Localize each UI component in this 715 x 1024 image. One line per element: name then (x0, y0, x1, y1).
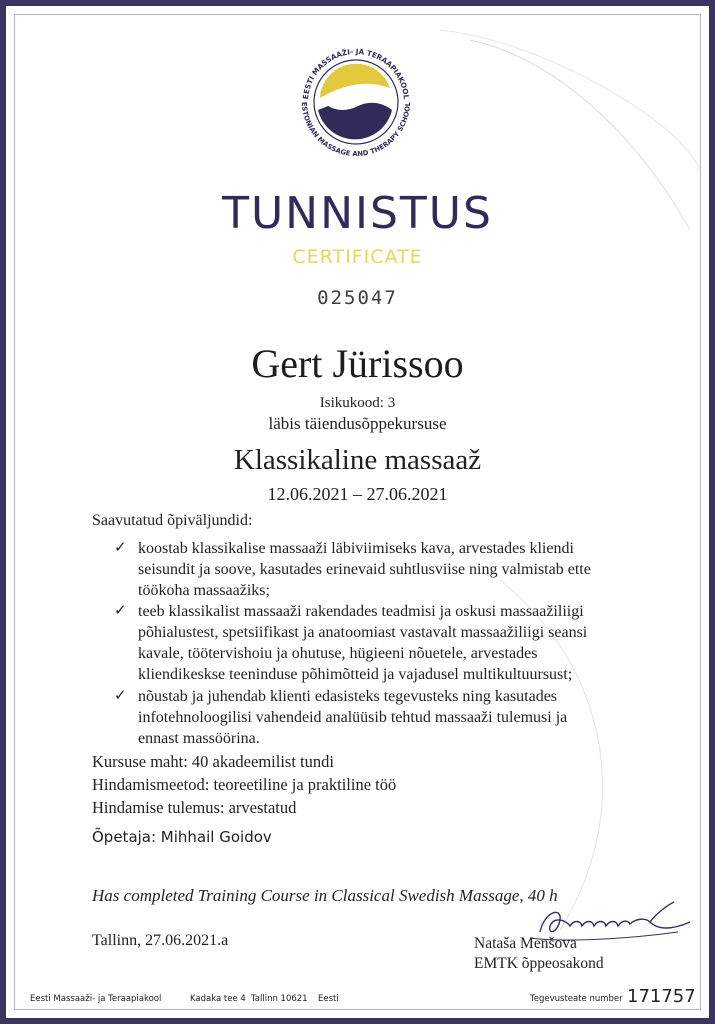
outcome-line: seisundit ja soove, kasutades erinevaid suhtlusviise ning valmistab ette (138, 561, 591, 578)
outcomes-heading: Saavutatud õpiväljundid: (92, 512, 253, 529)
course-volume: Kursuse maht: 40 akadeemilist tundi (92, 752, 334, 771)
checkmark-icon: ✓ (114, 538, 127, 556)
checkmark-icon: ✓ (114, 601, 127, 619)
footer-street: Kadaka tee 4 (190, 994, 246, 1004)
assessment-result: Hindamise tulemus: arvestatud (92, 798, 297, 817)
assessment-method: Hindamismeetod: teoreetiline ja praktiline töö (92, 775, 397, 794)
signer-role: EMTK õppeosakond (474, 955, 604, 972)
license-number: 171757 (627, 986, 696, 1007)
outcome-line: põhialustest, spetsiifikast ja anatoomiast vastavalt massaažiliigi seansi (138, 624, 588, 641)
certificate-subtitle: CERTIFICATE (292, 246, 423, 268)
school-logo (286, 32, 426, 172)
certificate-title: TUNNISTUS (222, 188, 493, 239)
outcome-line: infotehnoloogilisi vahendeid analüüsib tehtud massaaži tulemusi ja (138, 709, 568, 726)
teacher-name: Õpetaja: Mihhail Goidov (92, 828, 272, 846)
license-label: Tegevusteate number (530, 994, 623, 1004)
outcome-line: töökoha massaažiks; (138, 582, 270, 599)
english-statement: Has completed Training Course in Classical Swedish Massage, 40 h (92, 886, 558, 905)
logo-bottom-text: ESTONIAN MASSAGE AND THERAPY SCHOOL (299, 101, 413, 159)
course-name: Klassikaline massaaž (233, 444, 482, 476)
personal-code: Isikukood: 3 (319, 395, 396, 411)
outcome-line: ennast massöörina. (138, 730, 260, 747)
place-date: Tallinn, 27.06.2021.a (92, 932, 229, 949)
serial-number: 025047 (317, 287, 398, 309)
course-dates: 12.06.2021 – 27.06.2021 (267, 484, 448, 504)
outcome-line: nõustab ja juhendab klienti edasisteks tegevusteks ning kasutades (138, 688, 558, 705)
logo-top-text: EESTI MASSAAŽI- JA TERAAPIAKOOL (301, 46, 411, 100)
outcome-line: teeb klassikalist massaaži rakendades teadmisi ja oskusi massaažiliigi (138, 603, 584, 620)
recipient-name: Gert Jürissoo (251, 341, 464, 386)
footer-city: Tallinn 10621 (251, 994, 308, 1004)
outcome-line: kliendikeskse teeninduse põhimõtteid ja vajadusel multikultuursust; (138, 666, 573, 683)
outcome-line: kavale, töötervishoiu ja ohutuse, hügieeni nõuetele, arvestades (138, 645, 538, 662)
signer-name: Nataša Menšova (474, 935, 577, 952)
outcome-line: koostab klassikalise massaaži läbiviimiseks kava, arvestades kliendi (138, 540, 574, 557)
footer-country: Eesti (318, 994, 339, 1004)
completion-text: läbis täiendusõppekursuse (268, 414, 447, 433)
checkmark-icon: ✓ (114, 686, 127, 704)
footer-school: Eesti Massaaži- ja Teraapiakool (30, 994, 162, 1004)
